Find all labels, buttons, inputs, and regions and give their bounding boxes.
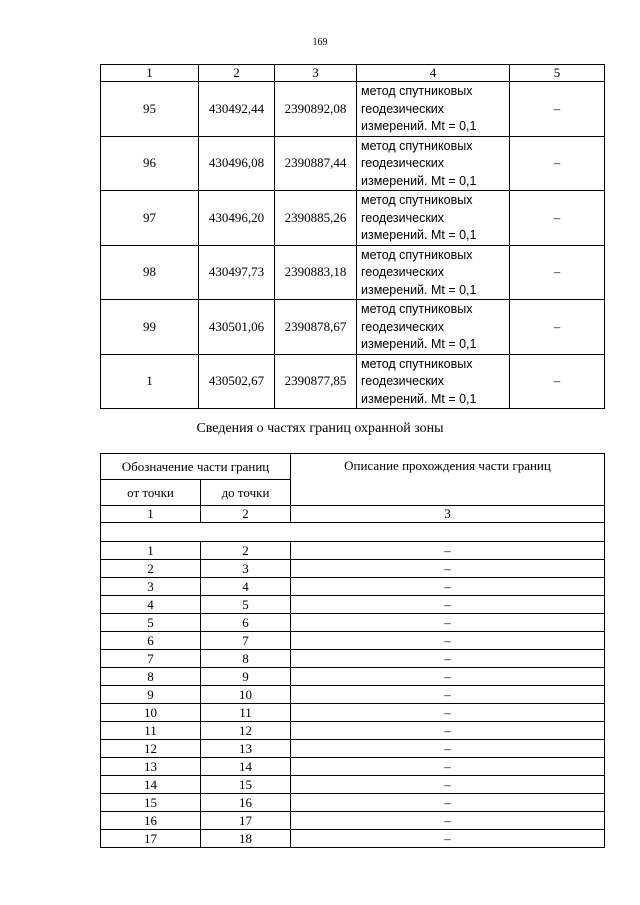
- description-cell: –: [291, 722, 605, 740]
- boundary-part-row: [101, 704, 605, 722]
- method-line: измерений. Mt = 0,1: [361, 228, 477, 242]
- note-cell: –: [510, 354, 605, 409]
- point-number-cell: 96: [101, 136, 199, 191]
- x-coordinate-cell: 430492,44: [199, 82, 275, 137]
- header-boundary-part-description: Описание прохождения части границ: [291, 454, 605, 506]
- y-coordinate-cell: 2390883,18: [275, 245, 357, 300]
- coordinates-row: [101, 245, 605, 300]
- from-point-cell: 12: [101, 740, 201, 758]
- boundary-part-row: [101, 740, 605, 758]
- method-line: геодезических: [361, 265, 445, 279]
- column-number-4: 4: [357, 65, 510, 82]
- boundary-parts-table: [100, 453, 605, 848]
- boundary-part-row: [101, 542, 605, 560]
- y-coordinate-cell: 2390877,85: [275, 354, 357, 409]
- from-point-cell: 7: [101, 650, 201, 668]
- boundary-part-row: [101, 794, 605, 812]
- x-coordinate-cell: 430502,67: [199, 354, 275, 409]
- to-point-cell: 16: [201, 794, 291, 812]
- y-coordinate-cell: 2390878,67: [275, 300, 357, 355]
- boundary-part-row: [101, 830, 605, 848]
- point-number-cell: 97: [101, 191, 199, 246]
- method-cell: [357, 245, 510, 300]
- from-point-cell: 2: [101, 560, 201, 578]
- to-point-cell: 2: [201, 542, 291, 560]
- x-coordinate-cell: 430496,20: [199, 191, 275, 246]
- to-point-cell: 11: [201, 704, 291, 722]
- boundary-part-row: [101, 722, 605, 740]
- from-point-cell: 13: [101, 758, 201, 776]
- method-line: метод спутниковых: [361, 84, 473, 98]
- method-cell: [357, 300, 510, 355]
- method-line: метод спутниковых: [361, 247, 473, 262]
- description-cell: –: [291, 776, 605, 794]
- coordinates-row: [101, 300, 605, 355]
- method-line: измерений. Mt = 0,1: [361, 173, 477, 188]
- method-cell: [357, 136, 510, 191]
- description-cell: –: [291, 596, 605, 614]
- column-number-1: 1: [101, 65, 199, 82]
- note-cell: –: [510, 191, 605, 246]
- to-point-cell: 13: [201, 740, 291, 758]
- description-cell: –: [291, 686, 605, 704]
- method-line: измерений. Mt = 0,1: [361, 337, 477, 351]
- column-number-2: 2: [199, 65, 275, 82]
- from-point-cell: 17: [101, 830, 201, 848]
- description-cell: –: [291, 740, 605, 758]
- method-line: метод спутниковых: [361, 138, 473, 153]
- method-line: метод спутниковых: [361, 302, 473, 316]
- header-from-point: от точки: [101, 480, 201, 506]
- method-line: метод спутниковых: [361, 193, 473, 207]
- x-coordinate-cell: 430496,08: [199, 136, 275, 191]
- boundary-part-row: [101, 578, 605, 596]
- to-point-cell: 9: [201, 668, 291, 686]
- parts-blank-row: [101, 523, 605, 542]
- coordinates-row: [101, 354, 605, 409]
- from-point-cell: 6: [101, 632, 201, 650]
- to-point-cell: 5: [201, 596, 291, 614]
- description-cell: –: [291, 650, 605, 668]
- boundary-part-row: [101, 596, 605, 614]
- method-line: геодезических: [361, 319, 445, 334]
- from-point-cell: 11: [101, 722, 201, 740]
- from-point-cell: 15: [101, 794, 201, 812]
- method-cell: [357, 82, 510, 137]
- to-point-cell: 18: [201, 830, 291, 848]
- note-cell: –: [510, 245, 605, 300]
- to-point-cell: 15: [201, 776, 291, 794]
- coordinates-row: [101, 191, 605, 246]
- boundary-part-row: [101, 650, 605, 668]
- page-number: 169: [312, 37, 328, 48]
- from-point-cell: 1: [101, 542, 201, 560]
- description-cell: –: [291, 830, 605, 848]
- note-cell: –: [510, 136, 605, 191]
- method-line: измерений. Mt = 0,1: [361, 282, 477, 297]
- point-number-cell: 98: [101, 245, 199, 300]
- description-cell: –: [291, 578, 605, 596]
- coordinates-row: [101, 82, 605, 137]
- to-point-cell: 6: [201, 614, 291, 632]
- from-point-cell: 3: [101, 578, 201, 596]
- to-point-cell: 4: [201, 578, 291, 596]
- description-cell: –: [291, 812, 605, 830]
- boundary-part-row: [101, 686, 605, 704]
- method-line: измерений. Mt = 0,1: [361, 119, 477, 133]
- description-cell: –: [291, 794, 605, 812]
- y-coordinate-cell: 2390887,44: [275, 136, 357, 191]
- point-number-cell: 1: [101, 354, 199, 409]
- to-point-cell: 12: [201, 722, 291, 740]
- description-cell: –: [291, 560, 605, 578]
- description-cell: –: [291, 668, 605, 686]
- to-point-cell: 14: [201, 758, 291, 776]
- note-cell: –: [510, 300, 605, 355]
- boundary-part-row: [101, 758, 605, 776]
- section-title: Сведения о частях границ охранной зоны: [196, 421, 444, 436]
- to-point-cell: 17: [201, 812, 291, 830]
- to-point-cell: 3: [201, 560, 291, 578]
- method-line: метод спутниковых: [361, 356, 473, 371]
- from-point-cell: 5: [101, 614, 201, 632]
- from-point-cell: 10: [101, 704, 201, 722]
- to-point-cell: 8: [201, 650, 291, 668]
- boundary-part-row: [101, 776, 605, 794]
- blank-cell: [101, 523, 605, 542]
- column-number-5: 5: [510, 65, 605, 82]
- description-cell: –: [291, 632, 605, 650]
- description-cell: –: [291, 704, 605, 722]
- header-to-point: до точки: [201, 480, 291, 506]
- y-coordinate-cell: 2390892,08: [275, 82, 357, 137]
- x-coordinate-cell: 430501,06: [199, 300, 275, 355]
- from-point-cell: 16: [101, 812, 201, 830]
- description-cell: –: [291, 758, 605, 776]
- method-cell: [357, 354, 510, 409]
- to-point-cell: 10: [201, 686, 291, 704]
- boundary-part-row: [101, 614, 605, 632]
- boundary-part-row: [101, 560, 605, 578]
- parts-header-row: [101, 454, 605, 480]
- method-cell: [357, 191, 510, 246]
- note-cell: –: [510, 82, 605, 137]
- parts-column-numbers-row: [101, 506, 605, 523]
- method-line: измерений. Mt = 0,1: [361, 391, 477, 406]
- coordinates-header-row: [101, 65, 605, 82]
- to-point-cell: 7: [201, 632, 291, 650]
- coordinates-row: [101, 136, 605, 191]
- column-number-2: 2: [201, 506, 291, 523]
- description-cell: –: [291, 542, 605, 560]
- x-coordinate-cell: 430497,73: [199, 245, 275, 300]
- from-point-cell: 9: [101, 686, 201, 704]
- column-number-3: 3: [275, 65, 357, 82]
- point-number-cell: 99: [101, 300, 199, 355]
- point-number-cell: 95: [101, 82, 199, 137]
- from-point-cell: 4: [101, 596, 201, 614]
- coordinates-table: [100, 64, 605, 409]
- method-line: геодезических: [361, 210, 445, 225]
- boundary-part-row: [101, 632, 605, 650]
- boundary-part-row: [101, 812, 605, 830]
- from-point-cell: 14: [101, 776, 201, 794]
- header-boundary-part-designation: Обозначение части границ: [101, 454, 291, 480]
- column-number-3: 3: [291, 506, 605, 523]
- method-line: геодезических: [361, 101, 445, 116]
- description-cell: –: [291, 614, 605, 632]
- method-line: геодезических: [361, 374, 445, 388]
- boundary-part-row: [101, 668, 605, 686]
- method-line: геодезических: [361, 156, 445, 170]
- column-number-1: 1: [101, 506, 201, 523]
- from-point-cell: 8: [101, 668, 201, 686]
- y-coordinate-cell: 2390885,26: [275, 191, 357, 246]
